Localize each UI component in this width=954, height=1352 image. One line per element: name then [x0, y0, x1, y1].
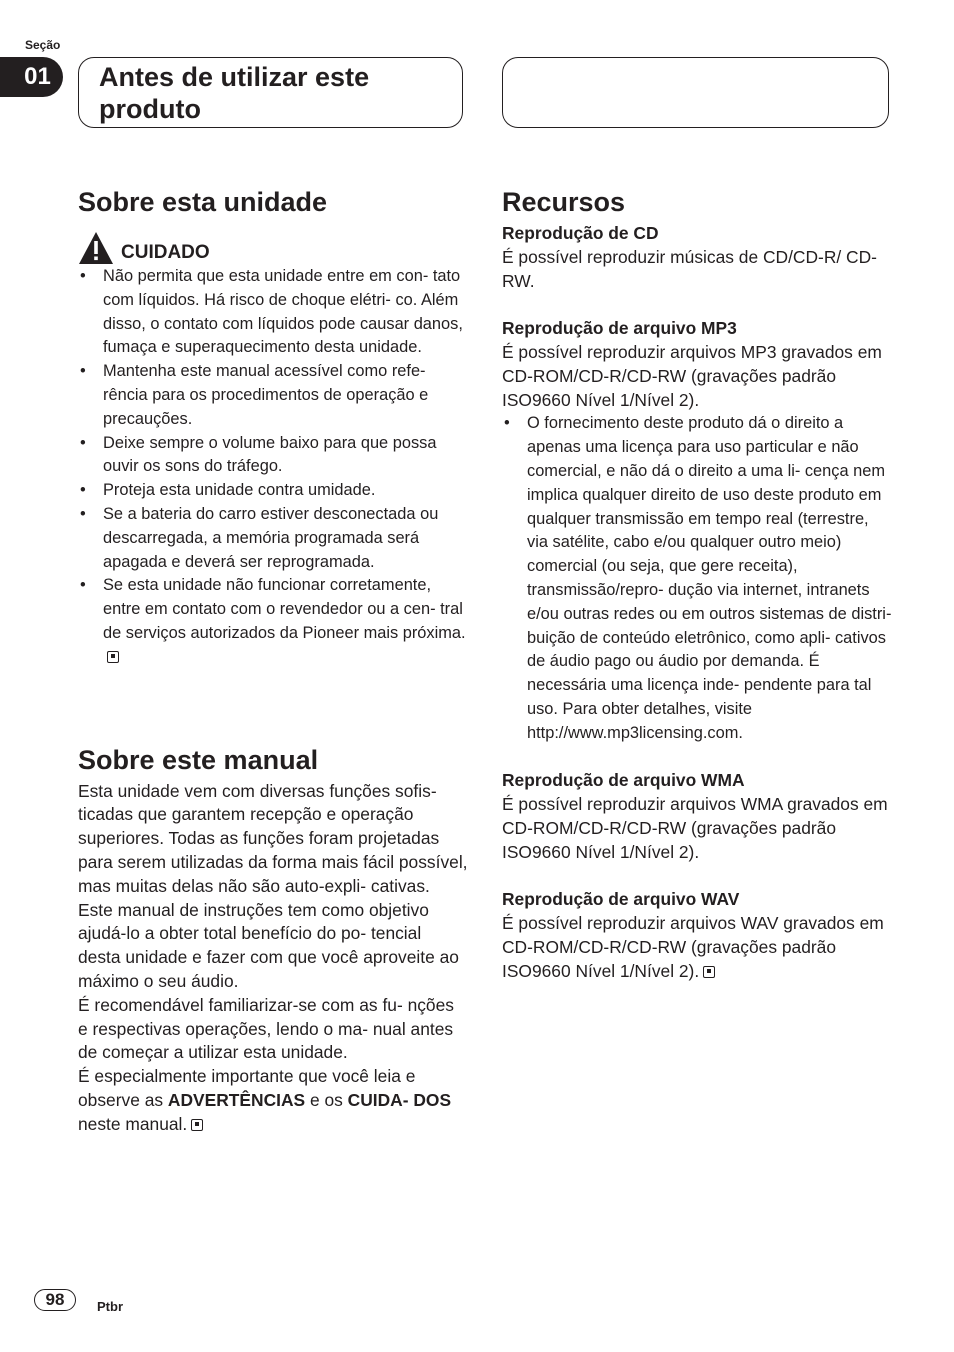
text-span: e os: [305, 1089, 348, 1110]
text-span: É especialmente importante que você leia e observe as: [78, 1066, 416, 1110]
mp3-bullet-text: O fornecimento deste produto dá o direito a apenas uma licença para uso particular e não comercial, e não dá o direito a uma li- cença nem implica qualquer direito de uso deste produto em qualquer transmissão em tempo real (terrestre, via satélite, cabo e/ou qualquer outro meio) comercial (ou seja, que gere receita), transmissão/repro- dução via internet, intranets e/ou outras redes ou em outros sistemas de distri- buição de conteúdo eletrônico, como apli- cativos de áudio pago ou áudio por demanda. É necessária uma licença inde- pendente para tal uso. Para obter detalhes, visite: [527, 414, 892, 718]
end-of-section-icon: [191, 1119, 203, 1131]
cd-text: É possível reproduzir músicas de CD/CD-R/ CD-RW.: [502, 246, 877, 291]
list-item: • Se a bateria do carro estiver desconectada ou descarregada, a memória programada será apagada e deverá ser reprogramada.: [78, 503, 468, 574]
cd-heading: Reprodução de CD: [502, 223, 659, 243]
section-number-badge: 01: [0, 57, 63, 97]
list-item: [502, 412, 892, 745]
text-span: neste manual.: [78, 1113, 188, 1134]
manual-paragraph-3: [78, 1065, 468, 1136]
right-column: [502, 182, 892, 984]
list-item: • Não permita que esta unidade entre em con- tato com líquidos. Há risco de choque elétri- co. Além disso, o contato com líquidos pode causar danos, fumaça e superaquecimento desta unidade.: [78, 265, 468, 360]
list-item: • Proteja esta unidade contra umidade.: [78, 479, 468, 503]
left-column: [78, 182, 468, 1137]
mp3-list: [502, 412, 892, 745]
list-item: • Mantenha este manual acessível como refe- rência para os procedimentos de operação e precauções.: [78, 360, 468, 431]
mp3-license-url: http://www.mp3licensing.com.: [527, 723, 743, 742]
section-title-manual: Sobre este manual: [78, 744, 319, 775]
bold-advertencias: ADVERTÊNCIAS: [167, 1089, 306, 1110]
chapter-title: Antes de utilizar este produto: [78, 57, 463, 128]
page-number: 98: [34, 1289, 76, 1311]
wma-text: É possível reproduzir arquivos WMA gravados em CD-ROM/CD-R/CD-RW (gravações padrão ISO9660 Nível 1/Nível 2).: [502, 794, 888, 862]
wav-text: [502, 912, 892, 983]
end-of-section-icon: [703, 966, 715, 978]
mp3-heading: Reprodução de arquivo MP3: [502, 318, 737, 339]
manual-paragraph-1: Esta unidade vem com diversas funções sofis- ticadas que garantem recepção e operação superiores. Todas as funções foram projetadas para serem utilizadas da forma mais fácil possível, mas muitas delas não são auto-expli- cativas. Este manual de instruções tem como objetivo ajudá-lo a obter total benefício do po- tencial desta unidade e fazer com que você aproveite ao máximo o seu áudio.: [78, 780, 468, 991]
caution-list: [78, 265, 468, 670]
wma-heading: Reprodução de arquivo WMA: [502, 770, 745, 791]
list-item: [78, 574, 468, 669]
warning-triangle-icon: [78, 231, 114, 265]
end-of-section-icon: [107, 651, 119, 663]
wav-heading: Reprodução de arquivo WAV: [502, 889, 740, 910]
caution-header: [78, 231, 468, 265]
caution-title: CUIDADO: [121, 242, 210, 263]
list-item-text: Se esta unidade não funcionar corretamente, entre em contato com o revendedor ou a cen- tral de serviços autorizados da Pioneer mais próxima.: [103, 576, 466, 642]
manual-paragraph-2: É recomendável familiarizar-se com as fu- nções e respectivas operações, lendo o ma- nual antes de começar a utilizar esta unidade.: [78, 994, 454, 1063]
language-code: Ptbr: [97, 1299, 123, 1314]
text-span: É possível reproduzir arquivos WAV gravados em CD-ROM/CD-R/CD-RW (gravações padrão ISO9660 Nível 1/Nível 2).: [502, 913, 884, 981]
section-title-recursos: Recursos: [502, 187, 626, 217]
mp3-text: É possível reproduzir arquivos MP3 gravados em CD-ROM/CD-R/CD-RW (gravações padrão ISO9660 Nível 1/Nível 2).: [502, 341, 882, 410]
empty-header-box: [502, 57, 889, 128]
list-item: • Deixe sempre o volume baixo para que possa ouvir os sons do tráfego.: [78, 432, 468, 480]
bold-cuidados: CUIDA- DOS: [347, 1089, 452, 1110]
section-label: Seção: [25, 38, 61, 52]
section-title-unidade: Sobre esta unidade: [78, 187, 328, 217]
